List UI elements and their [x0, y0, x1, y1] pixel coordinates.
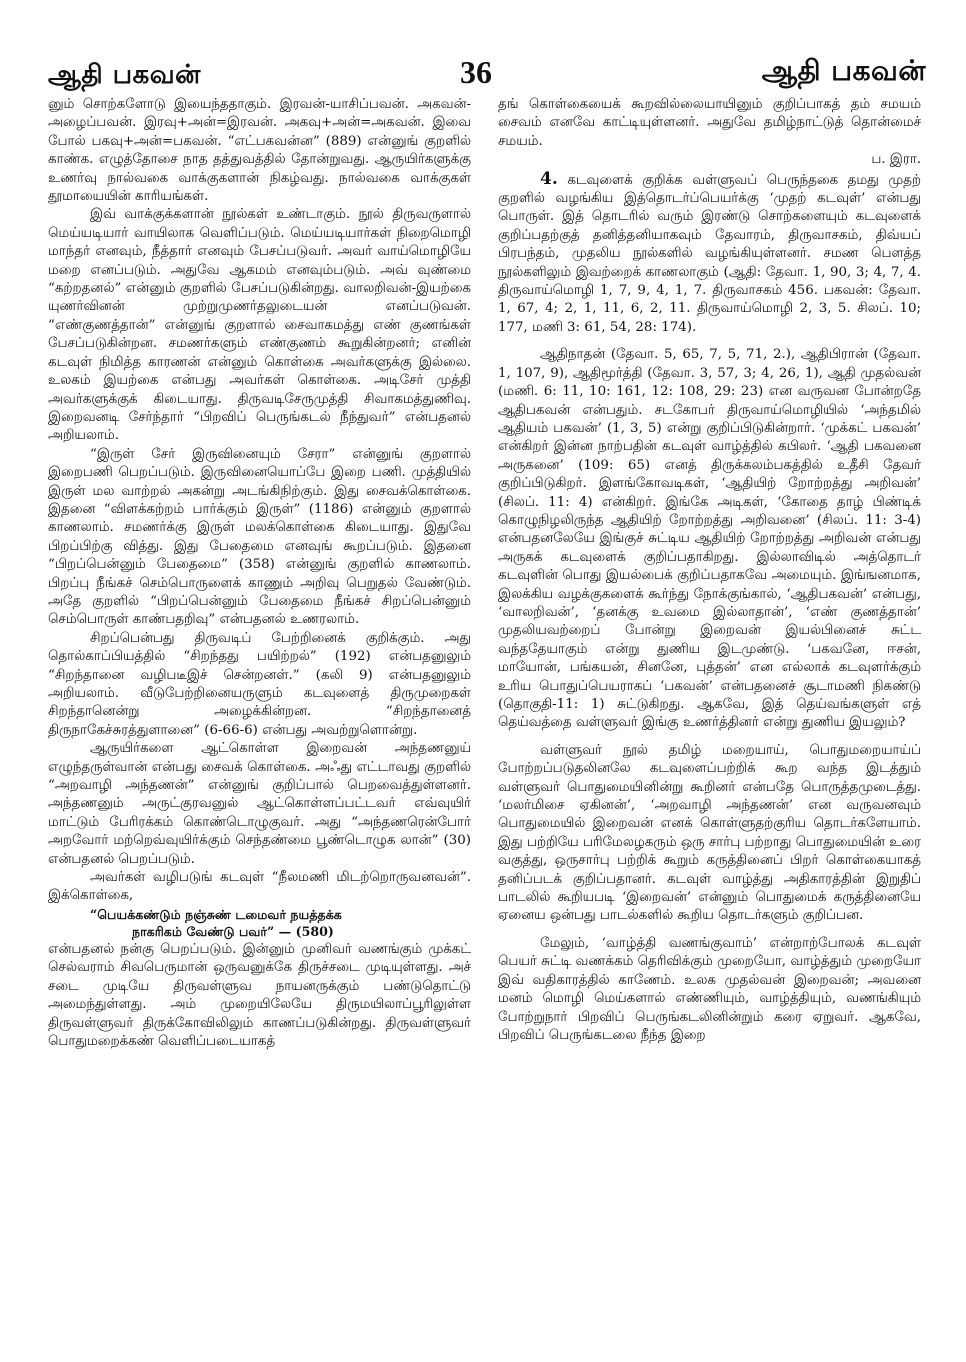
section-number: 4. [540, 168, 558, 189]
paragraph: ஆருயிர்களை ஆட்கொள்ள இறைவன் அந்தணனுய் எழுந்தருள்வான் என்பது சைவக் கொள்கை. அஃது எட்டாவது குறளில் “அறவாழி அந்தணன்” என்னுங் குறிப்பால் பெறவைத்துள்ளனர். அந்தணனும் அருட்குரவனுல் ஆட்கொள்ளப்பட்டவர் எவ்வுயிர் மாட்டும் பேரிரக்கம் கொண்டொழுகுவர். அது “அந்தணரென்போர் அறவோர் மற்றெவ்வுயிர்க்கும் செந்தண்மை பூண்டொழுக லான்” (30) என்பதனல் பெறப்படும். [48, 741, 471, 867]
paragraph: “இருள் சேர் இருவினையும் சேரா” என்னுங் குறளால் இறைபணி பெறப்படும். இருவினையொப்பே இறை பணி. முத்தியில் இருள் மல வாற்றல் அகன்று அடங்கிநிற்கும். இது சைவக்கொள்கை. இதனை “விளக்கற்றம் பார்க்கும் இருள்” (1186) என்னும் குறளால் காணலாம். சமணர்க்கு இருள் மலக்கொள்கை கிடையாது. இதுவே பிறப்பிற்கு வித்து. இது பேதைமை எனவுங் கூறப்படும். இதனை “பிறப்பென்னும் பேதைமை” (358) என்னுங் குறளில் காணலாம். பிறப்பு நீங்கச் செம்பொருளைக் காணும் அறிவு பெறுதல் வேண்டும். அதே குறளில் “பிறப்பென்னும் பேதைமை நீங்கச் சிறப்பென்னும் செம்பொருள் காண்பதறிவு” என்பதனல் உணரலாம். [48, 446, 471, 628]
author-signature: ப. இரா. [871, 152, 921, 168]
quote-line: நாகரிகம் வேண்டு பவர்” — (580) [132, 924, 334, 940]
kural-quote [48, 906, 471, 941]
page-header [0, 0, 966, 110]
running-title-right: ஆதி பகவன் [761, 54, 926, 87]
paragraph-text: தங் கொள்கையைக் கூறவில்லையாயினும் குறிப்பாகத் தம் சமயம் சைவம் எனவே காட்டியுள்ளனர். அதுவே தமிழ்நாட்டுத் தொன்மைச் சமயம். [498, 97, 921, 149]
paragraph: இவ் வாக்குக்களான் நூல்கள் உண்டாகும். நூல் திருவருளால் மெய்யடியார் வாயிலாக வெளிப்படும். மெய்யடியார்கள் நிறைமொழி மாந்தர் எனவும், நீத்தார் எனவும் பேசப்படுவர். அவர் வாய்மொழியே மறை எனப்படும். அதுவே ஆகமம் எனவும்படும். அவ் வுண்மை “கற்றதனல்” என்னும் குறளில் பேசப்படுகின்றது. வாலறிவன்-இயற்கை யுணர்வினன் முற்றுமுணர்தலுடையன் எனப்படுவன். “எண்குணத்தான்” என்னுங் குறளால் சைவாகமத்து எண் குணங்கள் பேசப்படுகின்றன. சமணர்களும் எண்குணம் கூறுகின்றனர்; எனின் கடவுள் நிமித்த காரணன் என்னும் கொள்கை அவர்களுக்கு இல்லை. உலகம் இயற்கை என்பது அவர்கள் கொள்கை. அடிசேர் முத்தி அவர்களுக்குக் கிடையாது. திருவடிசேருமுத்தி சிவாகமத்துணிவு. இறைவனடி சேர்ந்தார் “பிறவிப் பெருங்கடல் நீந்துவர்” என்பதனல் அறியலாம். [48, 207, 471, 444]
right-column [498, 96, 921, 1344]
paragraph [498, 96, 921, 170]
left-column [48, 96, 471, 1344]
paragraph-text: கடவுளைக் குறிக்க வள்ளுவப் பெருந்தகை தமது முதற் குறளில் வழங்கிய இத்தொடர்ப்பெயர்க்கு ‘முதற் கடவுள்’ என்பது பொருள். இத் தொடரில் வரும் இரண்டு சொற்களையும் கடவுளைக் குறிப்பதற்குத் தனித்தனியாகவும் தேவாரம், திருவாசகம், திவ்யப் பிரபந்தம், முதலிய நூல்களில் வழங்கியுள்ளனர். சமண பௌத்த நூல்களிலும் இவற்றைக் காணலாகும் (ஆதி: தேவா. 1, 90, 3; 4, 7, 4. திருவாய்மொழி 1, 7, 9, 4, 1, 7. திருவாசகம் 456. பகவன்: தேவா. 1, 67, 4; 2, 1, 11, 6, 2, 11. திருவாய்மொழி 2, 3, 5. சிலப். 10; 177, மணி 3: 61, 54, 28: 174). [498, 172, 921, 335]
page-number: 36 [460, 54, 492, 90]
paragraph: மேலும், ‘வாழ்த்தி வணங்குவாம்’ என்றாற்போலக் கடவுள் பெயர் சுட்டி வணக்கம் தெரிவிக்கும் முறையோ, வாழ்த்தும் முறையோ இவ் வதிகாரத்தில் காணேம். உலக முதல்வன் இறைவன்; அவனை மனம் மொழி மெய்களால் எண்ணியும், வாழ்த்தியும், வணங்கியும் போற்றுநார் பிறவிப் பெருங்கடலினின்றும் கரை ஏறுவர். ஆகவே, பிறவிப் பெருங்கடலை நீந்த இறை [498, 935, 921, 1043]
paragraph: னும் சொற்களோடு இயைந்ததாகும். இரவன்-யாசிப்பவன். அகவன்-அழைப்பவன். இரவு+அன்=இரவன். அகவு+அன்=அகவன். இவை போல் பகவு+அன்=பகவன். “எட்பகவன்ன” (889) என்னுங் குறளில் காண்க. எழுத்தோசை நாத தத்துவத்தில் தோன்றுவது. ஆருயிர்களுக்கு உணர்வு நால்வகை வாக்குகளான் நிகழ்வது. நால்வகை வாக்குகள் தூமாயையின் காரியங்கள். [48, 97, 471, 205]
paragraph: என்பதனல் நன்கு பெறப்படும். இன்னும் முனிவர் வணங்கும் முக்கட் செல்வராம் சிவபெருமான் ஒருவனுக்கே திருச்சடை முடியுள்ளது. அச் சடை முடியே திருவள்ளுவ நாயனருக்கும் பண்டுதொட்டு அமைந்துள்ளது. அம் முறையிலேயே திருமயிலாப்பூரிலுள்ள திருவள்ளுவர் திருக்கோவிலிலும் காணப்படுகின்றது. திருவள்ளுவர் பொதுமறைக்கண் வெளிப்படையாகத் [48, 941, 471, 1049]
paragraph: அவர்கள் வழிபடுங் கடவுள் “நீலமணி மிடற்றொருவனவன்”. இக்கொள்கை, [48, 870, 471, 904]
running-title-left: ஆதி பகவன் [48, 60, 201, 90]
paragraph: ஆதிநாதன் (தேவா. 5, 65, 7, 5, 71, 2.), ஆதிபிரான் (தேவா. 1, 107, 9), ஆதிமூர்த்தி (தேவா. 3, 57, 3; 4, 26, 1), ஆதி முதல்வன் (மணி. 6: 11, 10: 161, 12: 108, 29: 23) என வருவன போன்றதே ஆதிபகவன் என்பதும். சடகோபர் திருவாய்மொழியில் ‘அந்தமில் ஆதியம் பகவன்’ (1, 3, 5) என்று குறிப்பிடுகின்றார். ‘முக்கட் பகவன்’ என்கிறர் இன்ன நாற்பதின் கடவுள் வாழ்த்தில் கபிலர். ‘ஆதி பகவனை அருகனை’ (109: 65) எனத் திருக்கலம்பகத்தில் உதீசி தேவர் குறிப்பிடுகிறர். இளங்கோவடிகள், ‘ஆதியிற் றோற்றத்து அறிவன்’ (சிலப். 11: 4) என்கிறர். இங்கே அடிகள், ‘கோதை தாழ் பிண்டிக் கொழுநிழலிருந்த ஆதியிற் றோற்றத்து அறிவனை’ (சிலப். 11: 3-4) என்பதனலேயே இங்குச் சுட்டிய ஆதியிற் றோற்றத்து அறிவன் என்பது அருகக் கடவுளைக் குறிப்பதாகிறது. இல்லாவிடில் அத்தொடர் கடவுளின் பொது இயல்பைக் குறிப்பதாகவே அமையும். இங்ஙனமாக, இலக்கிய வழக்குகளைக் கூர்ந்து நோக்குங்கால், ‘ஆதிபகவன்’ என்பது, ‘வாலறிவன்’, ‘தனக்கு உவமை இல்லாதான்’, ‘எண் குணத்தான்’ முதலியவற்றைப் போன்று இறைவன் இயல்பினைச் சுட்ட வந்ததேயாகும் என்று துணிய இடமுண்டு. ‘பகவனே, ஈசன், மாயோன், பங்கயன், சினனே, புத்தன்’ என எல்லாக் கடவுளர்க்கும் உரிய பொதுப்பெயராகப் ‘பகவன்’ என்பதனைச் சூடாமணி நிகண்டு (தொகுதி-11: 1) சுட்டுகிறது. ஆகவே, இத் தெய்வங்களுள் எத் தெய்வத்தை வள்ளுவர் இங்கு உணர்த்தினர் என்று துணிய இயலும்? [498, 347, 921, 731]
paragraph: சிறப்பென்பது திருவடிப் பேற்றினைக் குறிக்கும். அது தொல்காப்பியத்தில் “சிறந்தது பயிற்றல்” (192) என்பதனுலும் “சிறந்தானை வழிபடீஇச் சென்றனள்.” (கலி 9) என்பதனுலும் அறியலாம். வீடுபேற்றினையருளும் கடவுளைத் திருமுறைகள் சிறந்தானென்று அழைக்கின்றன. “சிறந்தானைத் திருநாகேச்சுரத்துளானை” (6-66-6) என்பது அவற்றுளொன்று. [48, 630, 471, 738]
paragraph [498, 170, 921, 338]
paragraph: வள்ளுவர் நூல் தமிழ் மறையாய், பொதுமறையாய்ப் போற்றப்படுதலினலே கடவுளைப்பற்றிக் கூற வந்த இடத்தும் வள்ளுவர் பொதுமையினின்று கூறினர் என்பதே பொருத்தமுடைத்து. ‘மலர்மிசை ஏகினன்’, ‘அறவாழி அந்தணன்’ என வருவனவும் பொதுமையில் இறைவன் எனக் கொள்ளுதற்குரிய தொடர்களேயாம். இது பற்றியே பரிமேலழகரும் ஒரு சார்பு பற்றாது பொதுமையின் உரை வகுத்து, ஒருசார்பு பற்றிக் கூறும் கருத்தினைப் பிறர் கொள்கையாகத் தனிப்படக் குறிப்பதானர். கடவுள் வாழ்த்து அதிகாரத்தின் இறுதிப் பாடலில் கூறியபடி ‘இறைவன்’ என்னும் பொதுமைக் கருத்தினையே ஏனைய ஒன்பது பாடல்களில் கூறிய தொடர்களும் குறிப்பன. [498, 742, 921, 924]
quote-line: “பெயக்கண்டும் நஞ்சுண் டமைவர் நயத்தக்க [90, 906, 342, 922]
